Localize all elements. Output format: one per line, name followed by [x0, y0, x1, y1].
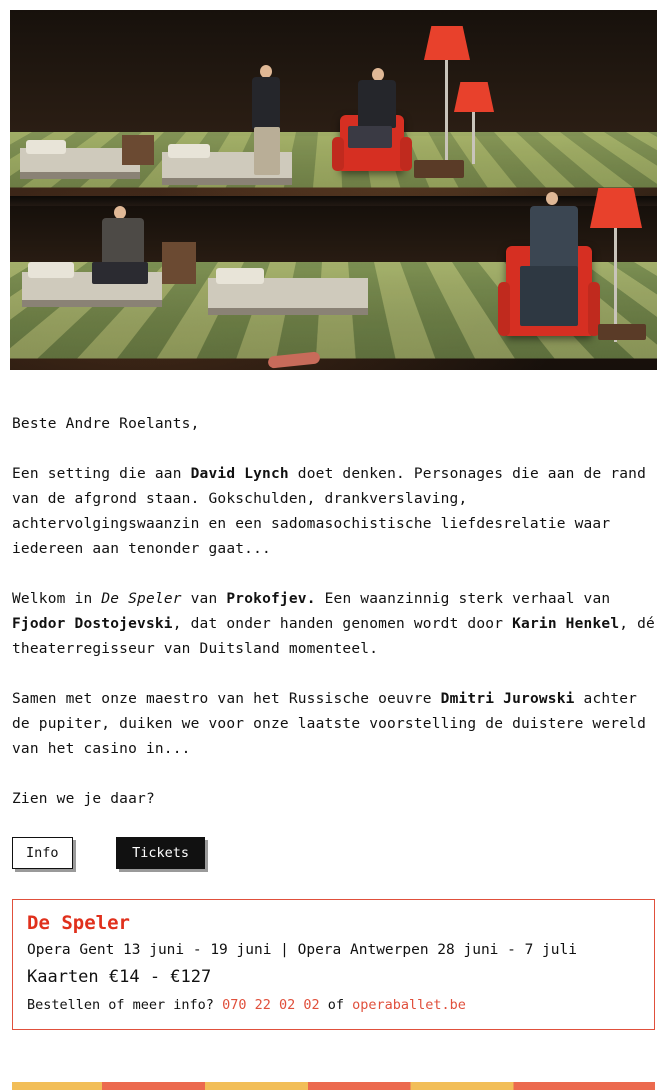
- side-table-lower: [598, 324, 646, 340]
- actor-seated-upper: [346, 68, 402, 174]
- phone-link[interactable]: 070 22 02 02: [222, 997, 320, 1013]
- p2-italic-de-speler: De Speler: [101, 591, 182, 607]
- performance-dates: Opera Gent 13 juni - 19 juni | Opera Antwerpen 28 juni - 7 juli: [27, 942, 577, 958]
- p3-text-2: achter de pupiter, duiken we voor onze laatste voorstelling de duistere wereld van het casino in...: [12, 691, 647, 757]
- p1-text-1: Een setting die aan: [12, 466, 191, 482]
- p3-bold-dmitri-jurowski: Dmitri Jurowski: [440, 691, 575, 707]
- lamp-shade-upper-2: [454, 82, 494, 112]
- email-body: [0, 370, 667, 812]
- side-table-upper: [414, 160, 464, 178]
- p2-bold-dostojevski: Fjodor Dostojevski: [12, 616, 173, 632]
- p3-text-1: Samen met onze maestro van het Russische oeuvre: [12, 691, 441, 707]
- p2-bold-prokofjev: Prokofjev.: [226, 591, 316, 607]
- order-prefix: Bestellen of meer info?: [27, 997, 223, 1013]
- order-mid: of: [319, 997, 353, 1013]
- website-link[interactable]: operaballet.be: [352, 997, 466, 1013]
- production-title: De Speler: [27, 912, 130, 934]
- performance-info-box: [12, 899, 655, 1030]
- cta-button-row: [12, 837, 667, 883]
- p2-text-5: , dé theaterregisseur van Duitsland momenteel.: [12, 616, 655, 657]
- p2-bold-karin-henkel: Karin Henkel: [512, 616, 620, 632]
- tickets-button[interactable]: Tickets: [116, 837, 205, 869]
- p2-text-3: Een waanzinnig sterk verhaal van: [315, 591, 611, 607]
- pillow-lower-mid: [216, 268, 264, 284]
- p1-text-2: doet denken. Personages die aan de rand van de afgrond staan. Gokschulden, drankverslaving, achtervolgingswaanzin en een sadomasochistische liefdesrelatie waar iedereen aan tenonder gaat...: [12, 466, 647, 557]
- pillow-upper-mid: [168, 144, 210, 158]
- actor-seated-lower: [518, 192, 588, 332]
- paragraph-4: Zien we je daar?: [12, 791, 155, 807]
- paragraph-1: [12, 462, 655, 562]
- footer-color-strip: [12, 1082, 655, 1090]
- paragraph-3: [12, 687, 655, 762]
- hero-image: [10, 10, 657, 370]
- info-button[interactable]: Info: [12, 837, 73, 869]
- nightstand-upper: [122, 135, 154, 165]
- email-page: [0, 10, 667, 1090]
- pillow-upper-left: [26, 140, 66, 154]
- p2-text-1: Welkom in: [12, 591, 102, 607]
- order-line: [27, 993, 640, 1017]
- ticket-price-range: Kaarten €14 - €127: [27, 967, 212, 987]
- lamp-shade-upper-1: [424, 26, 470, 60]
- p1-bold-david-lynch: David Lynch: [190, 466, 289, 482]
- actor-seated-bed-lower: [92, 206, 162, 292]
- lamp-shade-lower: [590, 188, 642, 228]
- actor-standing-upper: [248, 65, 288, 175]
- upper-wall: [10, 10, 657, 136]
- p2-text-4: , dat onder handen genomen wordt door: [172, 616, 513, 632]
- p2-text-2: van: [181, 591, 227, 607]
- paragraph-2: [12, 587, 655, 662]
- pillow-lower-left: [28, 262, 74, 278]
- greeting: Beste Andre Roelants,: [12, 416, 200, 432]
- nightstand-lower: [162, 242, 196, 284]
